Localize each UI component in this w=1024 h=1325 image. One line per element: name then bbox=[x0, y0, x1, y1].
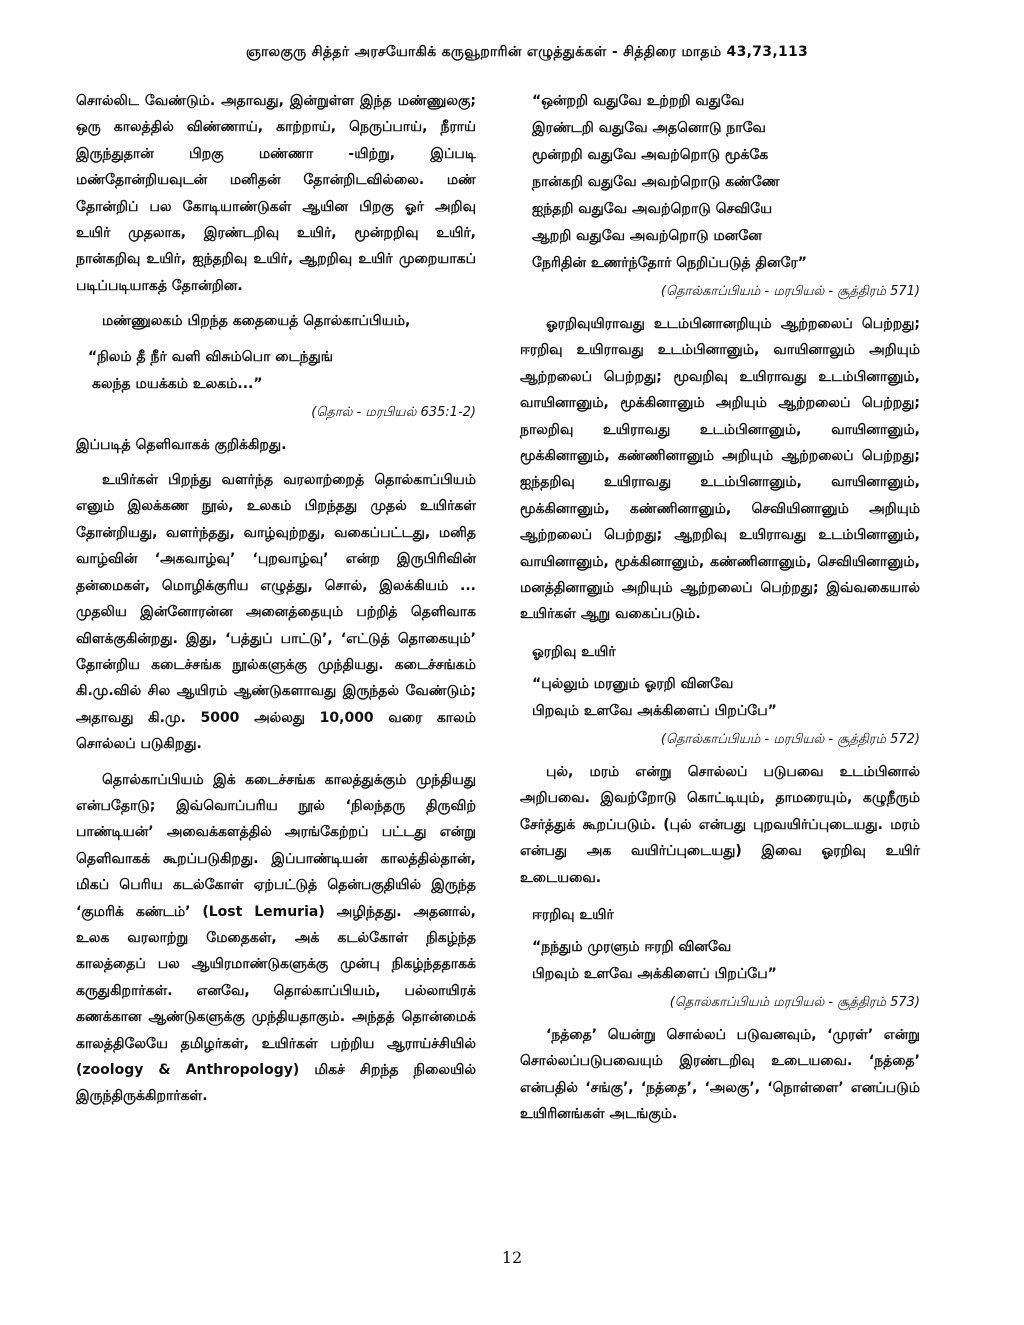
paragraph: சொல்லிட வேண்டும். அதாவது, இன்றுள்ள இந்த மண்ணுலகு; ஒரு காலத்தில் விண்ணாய், காற்றாய், நெருப்பாய், நீராய் இருந்துதான் பிறகு மண்ணா -யிற்று, இப்படி மண்தோன்றியவுடன் மனிதன் தோன்றிடவில்லை. மண் தோன்றிப் பல கோடியாண்டுகள் ஆயின பிறகு ஓர் அறிவு உயிர் முதலாக, இரண்டறிவு உயிர், மூன்றறிவு உயிர், நான்கறிவு உயிர், ஐந்தறிவு உயிர், ஆறறிவு உயிர் முறையாகப் படிப்படியாகத் தோன்றின. bbox=[76, 93, 476, 294]
paragraph: மண்ணுலகம் பிறந்த கதையைத் தொல்காப்பியம், bbox=[102, 313, 411, 330]
verse-line: பிறவும் உளவே அக்கிளைப் பிறப்பே” bbox=[532, 702, 777, 719]
paragraph: ஓரறிவுயிராவது உடம்பினானறியும் ஆற்றலைப் பெற்றது; ஈரறிவு உயிராவது உடம்பினானும், வாயினாலும் அறியும் ஆற்றலைப் பெற்றது; மூவறிவு உயிராவது உடம்பினானும், வாயினானும், மூக்கினானும் அறியும் ஆற்றலைப் பெற்றது; நாலறிவு உயிராவது உடம்பினானும், வாயினானும், மூக்கினானும், கண்ணினானும் அறியும் ஆற்றலைப் பெற்றது; ஐந்தறிவு உயிராவது உடம்பினானும், வாயினானும், மூக்கினானும், கண்ணினானும், செவியினானும் அறியும் ஆற்றலைப் பெற்றது; ஆறறிவு உயிராவது உடம்பினானும், வாயினானும், மூக்கினானும், கண்ணினானும், செவியினானும், மனத்தினானும் அறியும் ஆற்றலைப் பெற்றது; இவ்வகையால் உயிர்கள் ஆறு வகைப்படும். bbox=[520, 316, 920, 623]
paragraph: இப்படித் தெளிவாகக் குறிக்கிறது. bbox=[76, 436, 287, 453]
verse-line: “ஒன்றறி வதுவே உற்றறி வதுவே bbox=[532, 93, 745, 109]
citation: (தொல்காப்பியம் - மரபியல் - சூத்திரம் 572) bbox=[660, 731, 920, 747]
verse-line: ஐந்தறி வதுவே அவற்றொடு செவியே bbox=[532, 201, 773, 217]
citation: (தொல் - மரபியல் 635:1-2) bbox=[311, 404, 476, 420]
verse-line: இரண்டறி வதுவே அதனொடு நாவே bbox=[532, 120, 766, 136]
page-number: 12 bbox=[501, 1248, 523, 1267]
verse-line: கலந்த மயக்கம் உலகம்...” bbox=[92, 375, 263, 392]
verse-quote bbox=[532, 671, 920, 725]
left-column bbox=[76, 88, 476, 1119]
section-subheading: ஈரறிவு உயிர் bbox=[532, 906, 614, 923]
citation: (தொல்காப்பியம் - மரபியல் - சூத்திரம் 571) bbox=[660, 284, 920, 299]
verse-line: “நிலம் தீ நீர் வளி விசும்பொ டைந்துங் bbox=[88, 348, 334, 365]
verse-quote bbox=[532, 88, 920, 277]
verse-line: “நந்தும் முரளும் ஈரறி வினவே bbox=[532, 938, 732, 955]
paragraph: உயிர்கள் பிறந்து வளர்ந்த வரலாற்றைத் தொல்காப்பியம் எனும் இலக்கண நூல், உலகம் பிறந்தது முதல் உயிர்கள் தோன்றியது, வளர்ந்தது, வாழ்வுற்றது, வகைப்பட்டது, மனித வாழ்வின் ‘அகவாழ்வு’ ‘புறவாழ்வு’ என்ற இருபிரிவின் தன்மைகள், மொழிக்குரிய எழுத்து, சொல், இலக்கியம் ... முதலிய இன்னோரன்ன அனைத்தையும் பற்றித் தெளிவாக விளக்குகின்றது. இது, ‘பத்துப் பாட்டு’, ‘எட்டுத் தொகையும்’ தோன்றிய கடைச்சங்க நூல்களுக்கு முந்தியது. கடைச்சங்கம் கி.மு.வில் சில ஆயிரம் ஆண்டுகளாவது இருந்தல் வேண்டும்; அதாவது கி.மு. 5000 அல்லது 10,000 வரை காலம் சொல்லப் படுகிறது. bbox=[76, 472, 476, 753]
right-column bbox=[520, 88, 920, 1137]
running-header: ஞாலகுரு சித்தர் அரசயோகிக் கருவூறாரின் எழுத்துக்கள் - சித்திரை மாதம் 43,73,113 bbox=[245, 44, 809, 60]
section-subheading: ஓரறிவு உயிர் bbox=[532, 643, 616, 660]
verse-line: நான்கறி வதுவே அவற்றொடு கண்ணே bbox=[532, 174, 780, 190]
citation: (தொல்காப்பியம் மரபியல் - சூத்திரம் 573) bbox=[669, 994, 920, 1010]
paragraph: புல், மரம் என்று சொல்லப் படுபவை உடம்பினால் அறிபவை. இவற்றோடு கொட்டியும், தாமரையும், கழுநீரும் சேர்த்துக் கூறப்படும். (புல் என்பது புறவயிர்ப்புடையது. மரம் என்பது அக வயிர்ப்புடையது) இவை ஓரறிவு உயிர் உடையவை. bbox=[520, 763, 920, 886]
paragraph: ‘நத்தை’ யென்று சொல்லப் படுவனவும், ‘முரள்’ என்று சொல்லப்படுபவையும் இரண்டறிவு உடையவை. ‘நத்தை’ என்பதில் ‘சங்கு’, ‘நத்தை’, ‘அலகு’, ‘நொள்ளை’ எனப்படும் உயிரினங்கள் அடங்கும். bbox=[520, 1026, 920, 1123]
verse-line: பிறவும் உளவே அக்கிளைப் பிறப்பே” bbox=[532, 965, 777, 982]
verse-line: “புல்லும் மரனும் ஓரறி வினவே bbox=[532, 675, 734, 692]
verse-quote bbox=[88, 344, 476, 398]
paragraph: தொல்காப்பியம் இக் கடைச்சங்க காலத்துக்கும் முந்தியது என்பதோடு; இவ்வொப்பரிய நூல் ‘நிலந்தரு திருவிற் பாண்டியன்’ அவைக்களத்தில் அரங்கேற்றப் பட்டது என்று தெளிவாகக் கூறப்படுகிறது. இப்பாண்டியன் காலத்தில்தான், மிகப் பெரிய கடல்கோள் ஏற்பட்டுத் தென்பகுதியில் இருந்த ‘குமரிக் கண்டம்’ (Lost Lemuria) அழிந்தது. அதனால், உலக வரலாற்று மேதைகள், அக் கடல்கோள் நிகழ்ந்த காலத்தைப் பல ஆயிரமாண்டுகளுக்கு முன்பு நிகழ்ந்ததாகக் கருதுகிறார்கள். எனவே, தொல்காப்பியம், பல்லாயிரக் கணக்கான ஆண்டுகளுக்கு முந்தியதாகும். அந்தத் தொன்மைக் காலத்திலேயே தமிழர்கள், உயிர்கள் பற்றிய ஆராய்ச்சியில் (zoology & Anthropology) மிகச் சிறந்த நிலையில் இருந்திருக்கிறார்கள். bbox=[76, 771, 476, 1105]
verse-line: ஆறறி வதுவே அவற்றொடு மனனே bbox=[532, 228, 762, 244]
verse-quote bbox=[532, 934, 920, 988]
verse-line: நேரிதின் உணர்ந்தோர் நெறிப்படுத் தினரே” bbox=[532, 255, 807, 271]
verse-line: மூன்றறி வதுவே அவற்றொடு மூக்கே bbox=[532, 147, 769, 163]
